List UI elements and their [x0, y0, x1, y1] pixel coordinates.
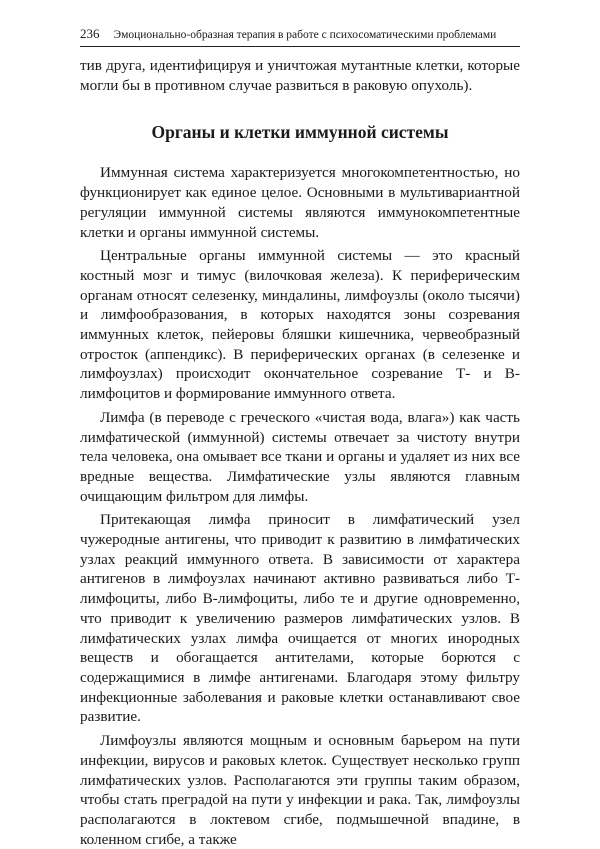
paragraph: Лимфоузлы являются мощным и основным барьером на пути инфекции, вирусов и раковых клеток. Существует несколько групп лимфатических узлов. Располагаются эти группы таким образом, чтобы стать преградой на пути у инфекции и рака. Так, лимфоузлы располагаются в локтевом сгибе, подмышечной впадине, в коленном сгибе, а также	[80, 732, 520, 848]
paragraph: Центральные органы иммунной системы — это красный костный мозг и тимус (вилочковая железа). К периферическим органам относят селезенку, миндалины, лимфоузлы (около тысячи) и лимфообразования, в которых находятся зоны созревания иммунных клеток, пейеровы бляшки кишечника, червеобразный отросток (аппендикс). В периферических органах (в селезенке и лимфоузлах) происходит окончательное созревание Т- и В-лимфоцитов и формирование иммунного ответа.	[80, 247, 520, 403]
text-block	[80, 56, 520, 849]
paragraph: Иммунная система характеризуется многокомпетентностью, но функционирует как единое целое. Основными в мультивариантной регуляции иммунной системы являются иммунокомпетентные клетки и органы иммунной системы.	[80, 164, 520, 241]
paragraph: Притекающая лимфа приносит в лимфатический узел чужеродные антигены, что приводит к развитию в лимфатических узлах реакций иммунного ответа. В зависимости от характера антигенов в лимфоузлах начинают активно развиваться либо Т-лимфоциты, либо В-лимфоциты, либо те и другие одновременно, что приводит к увеличению размеров лимфатических узлов. В лимфатических узлах лимфа очищается от многих инородных веществ и обогащается антителами, которые борются с содержащимися в лимфе антигенами. Благодаря этому фильтру инфекционные заболевания и раковые клетки останавливают свое развитие.	[80, 511, 520, 726]
section-title: Органы и клетки иммунной системы	[151, 122, 449, 143]
paragraph: Лимфа (в переводе с греческого «чистая вода, влага») как часть лимфатической (иммунной) системы отвечает за чистоту внутри тела человека, она омывает все ткани и органы и удаляет из них все вредные вещества. Лимфатические узлы являются главным очищающим фильтром для лимфы.	[80, 408, 520, 505]
page-number: 236	[80, 26, 100, 41]
running-title: Эмоционально-образная терапия в работе с психосоматическими проблемами	[113, 29, 497, 41]
opening-paragraph: тив друга, идентифицируя и уничтожая мутантные клетки, которые могли бы в противном случае развиться в раковую опухоль).	[80, 57, 520, 94]
running-head	[80, 26, 520, 47]
